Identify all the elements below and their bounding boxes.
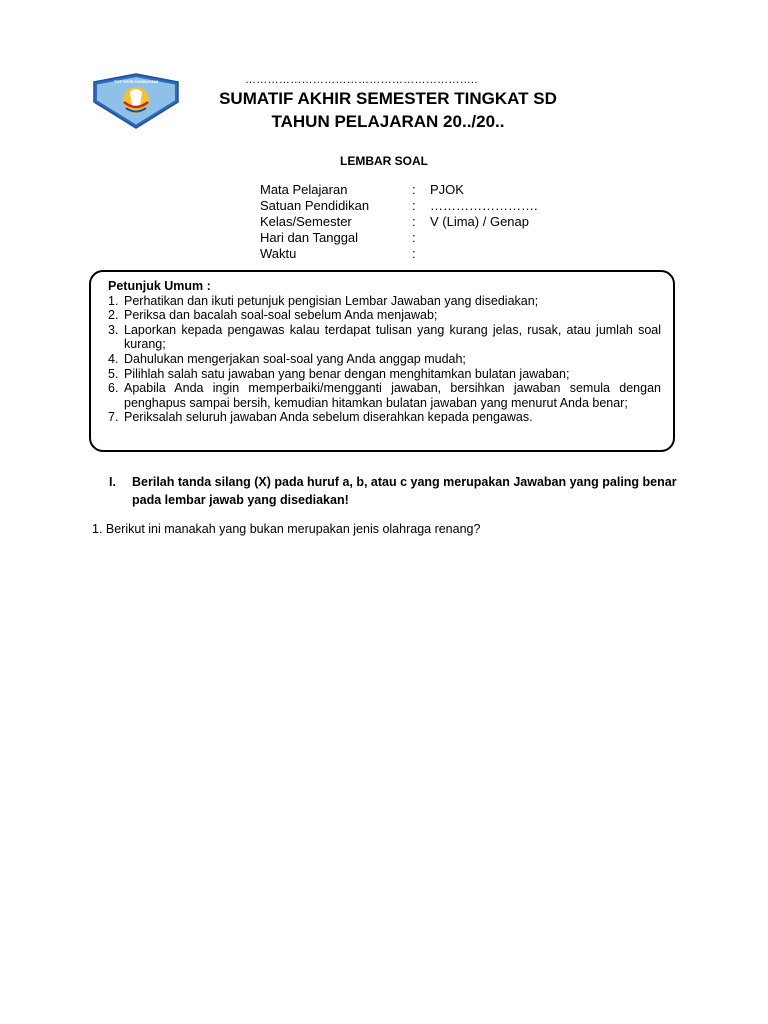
school-name-placeholder: …………………………………………………….. [245,74,478,86]
instruction-item [108,323,661,352]
instruction-text: Periksalah seluruh jawaban Anda sebelum diserahkan kepada pengawas. [124,410,533,425]
info-label: Mata Pelajaran [260,182,348,197]
instruction-item [108,410,661,425]
instruction-number: 3. [108,322,119,337]
info-row-subject [260,182,538,198]
info-label: Kelas/Semester [260,214,352,229]
question-1: 1. Berikut ini manakah yang bukan merupakan jenis olahraga renang? [92,522,481,536]
instruction-number: 6. [108,381,119,396]
info-row-school [260,198,538,214]
instruction-text: Dahulukan mengerjakan soal-soal yang Anda anggap mudah; [124,351,466,366]
instructions-title: Petunjuk Umum : [108,279,211,293]
instruction-text: Perhatikan dan ikuti petunjuk pengisian Lembar Jawaban yang disediakan; [124,293,539,308]
document-subtitle [0,154,768,168]
info-row-class [260,214,538,230]
instruction-item [108,352,661,367]
instruction-item [108,308,661,323]
exam-title-line1: SUMATIF AKHIR SEMESTER TINGKAT SD [219,89,557,108]
instruction-number: 4. [108,351,119,366]
info-colon: : [412,182,416,197]
info-colon: : [412,246,416,261]
exam-info-table [260,182,538,262]
exam-year [0,112,768,132]
exam-title-line2: TAHUN PELAJARAN 20../20.. [271,112,505,131]
info-value: ……………………. [430,198,538,213]
general-instructions-box [89,270,675,452]
info-colon: : [412,230,416,245]
info-label: Hari dan Tanggal [260,230,359,245]
instruction-text: Laporkan kepada pengawas kalau terdapat tulisan yang kurang jelas, rusak, atau jumlah soal kurang; [124,322,661,352]
instruction-number: 2. [108,308,119,323]
info-value: V (Lima) / Genap [430,214,529,229]
svg-text:TUT WURI HANDAYANI: TUT WURI HANDAYANI [114,79,158,84]
info-row-date [260,230,538,246]
info-colon: : [412,198,416,213]
info-label: Waktu [260,246,297,261]
instruction-text: Pilihlah salah satu jawaban yang benar dengan menghitamkan bulatan jawaban; [124,366,570,381]
instruction-text: Apabila Anda ingin memperbaiki/mengganti jawaban, bersihkan jawaban semula dengan penghapus sampai bersih, kemudian hitamkan bulatan jawaban yang menurut Anda benar; [124,381,661,410]
info-value: PJOK [430,182,464,197]
info-row-time [260,246,538,262]
info-label: Satuan Pendidikan [260,198,370,213]
section-text: Berilah tanda silang (X) pada huruf a, b, atau c yang merupakan Jawaban yang paling benar pada lembar jawab yang disediakan! [132,475,677,507]
instruction-number: 5. [108,366,119,381]
instruction-item [108,367,661,382]
section-number: I. [109,475,116,489]
instruction-number: 7. [108,410,119,425]
instruction-number: 1. [108,293,119,308]
exam-title [0,89,768,109]
instruction-item [108,381,661,410]
instruction-item [108,294,661,309]
instruction-text: Periksa dan bacalah soal-soal sebelum Anda menjawab; [124,308,438,323]
subtitle-text: LEMBAR SOAL [340,154,428,168]
info-colon: : [412,214,416,229]
